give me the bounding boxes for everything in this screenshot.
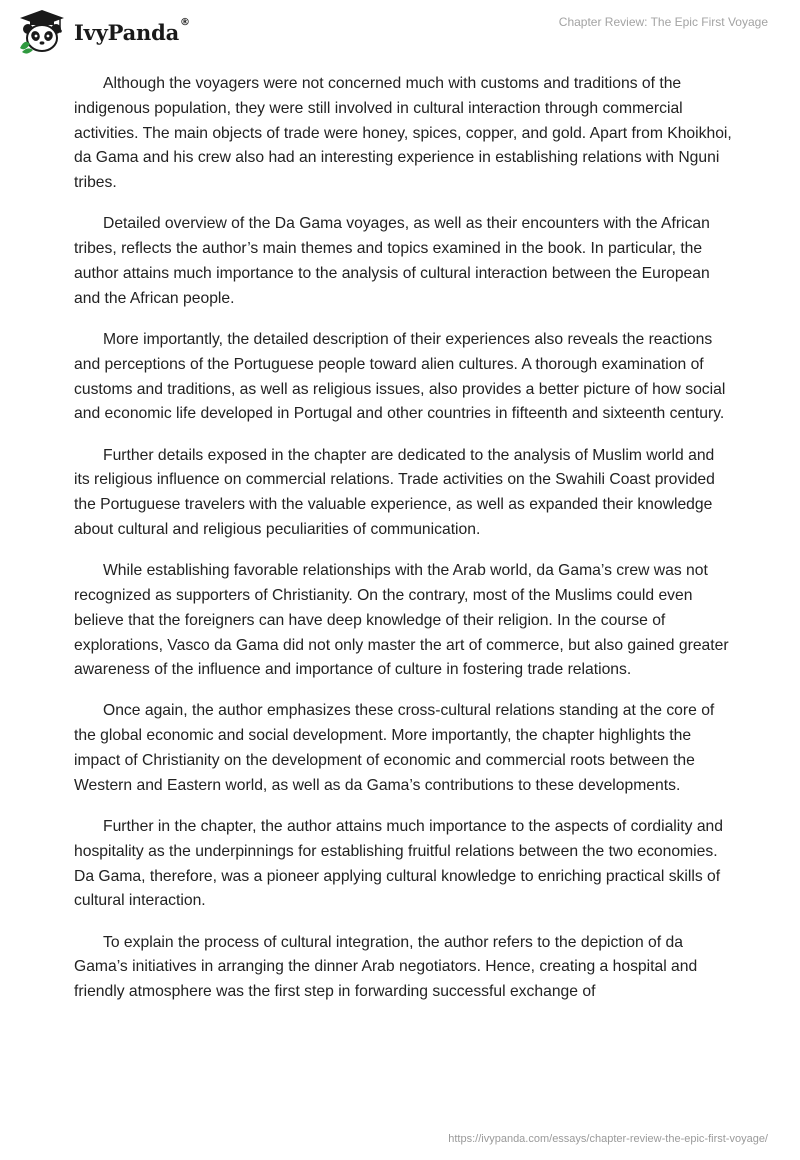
paragraph: Once again, the author emphasizes these cross-cultural relations standing at the core of the global economic and social development. More importantly, the chapter highlights the impact of Christianity on the development of economic and commercial roots between the Western and Eastern world, as well as da Gama’s contributions to these developments. (74, 702, 715, 794)
paragraph: To explain the process of cultural integration, the author refers to the depiction of da Gama’s initiatives in arranging the dinner Arab negotiators. Hence, creating a hospital and friendly atmosphere was the first step in forwarding successful exchange of (74, 933, 698, 1001)
paragraph: Further in the chapter, the author attains much importance to the aspects of cordiality and hospitality as the underpinnings for establishing fruitful relations between the two economies. Da Gama, therefore, was a pioneer applying cultural knowledge to enriching practical skills of cultural interaction. (74, 818, 724, 910)
paragraph: Further details exposed in the chapter are dedicated to the analysis of Muslim world and its religious influence on commercial relations. Trade activities on the Swahili Coast provided the Portuguese travelers with the valuable experience, as well as expanded their knowledge about cultural and religious peculiarities of communication. (74, 446, 715, 538)
page-header (0, 0, 800, 62)
logo-wordmark (74, 16, 190, 45)
ivypanda-logo[interactable] (16, 8, 190, 54)
paragraph: More importantly, the detailed description of their experiences also reveals the reactions and perceptions of the Portuguese people toward alien cultures. A thorough examination of customs and traditions, as well as religious issues, also provides a better picture of how social and economic life developed in Portugal and other countries in fifteenth and sixteenth century. (74, 330, 726, 423)
document-title: Chapter Review: The Epic First Voyage (558, 15, 768, 29)
registered-mark: ® (180, 16, 190, 28)
panda-graduate-icon (16, 8, 68, 54)
logo-text: IvyPanda (74, 19, 180, 45)
essay-body (74, 72, 734, 1021)
source-url-link[interactable]: https://ivypanda.com/essays/chapter-review-the-epic-first-voyage/ (448, 1133, 768, 1145)
paragraph: Detailed overview of the Da Gama voyages, as well as their encounters with the African tribes, reflects the author’s main themes and topics examined in the book. In particular, the author attains much importance to the analysis of cultural interaction between the European and the African people. (74, 215, 710, 307)
paragraph: Although the voyagers were not concerned much with customs and traditions of the indigenous population, they were still involved in cultural interaction through commercial activities. The main objects of trade were honey, spices, copper, and gold. Apart from Khoikhoi, da Gama and his crew also had an interesting experience in establishing relations with Nguni tribes. (74, 75, 732, 192)
paragraph: While establishing favorable relationships with the Arab world, da Gama’s crew was not recognized as supporters of Christianity. On the contrary, most of the Muslims could even believe that the foreigners can have deep knowledge of their religion. In the course of explorations, Vasco da Gama did not only master the art of commerce, but also gained greater awareness of the influence and importance of culture in fostering trade relations. (74, 562, 729, 679)
